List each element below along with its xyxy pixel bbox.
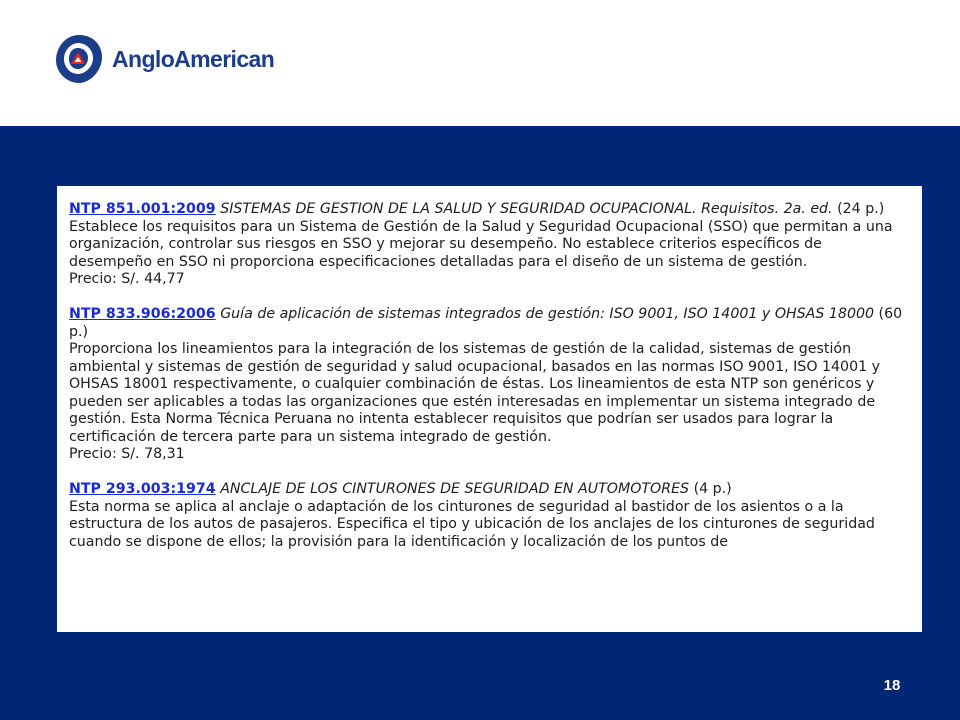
standards-listing-screenshot <box>57 186 922 632</box>
slide-header <box>0 0 960 126</box>
standard-title: ANCLAJE DE LOS CINTURONES DE SEGURIDAD EN AUTOMOTORES <box>220 481 690 497</box>
standard-entry <box>69 201 908 289</box>
anglo-american-emblem-icon <box>54 33 104 85</box>
standard-price: Precio: S/. 44,77 <box>69 271 185 287</box>
standard-entry <box>69 306 908 464</box>
standard-price: Precio: S/. 78,31 <box>69 446 185 462</box>
standard-description: Proporciona los lineamientos para la integración de los sistemas de gestión de la calidad, sistemas de gestión ambiental y sistemas de gestión de seguridad y salud ocupacional, basados en las normas ISO 9001, ISO 14001 y OHSAS 18001 respectivamente, o cualquier combinación de éstas. Los lineamientos de esta NTP son genéricos y pueden ser aplicables a todas las organizaciones que estén interesadas en implementar un sistema integrado de gestión. Esta Norma Técnica Peruana no intenta establecer requisitos que podrían ser usados para lograr la certificación de tercera parte para un sistema integrado de gestión. <box>69 341 881 445</box>
standard-description: Esta norma se aplica al anclaje o adaptación de los cinturones de seguridad al bastidor de los asientos o a la estructura de los autos de pasajeros. Especifica el tipo y ubicación de los anclajes de los cinturones de seguridad cuando se dispone de ellos; la provisión para la identificación y localización de los puntos de <box>69 498 875 550</box>
standard-description: Establece los requisitos para un Sistema de Gestión de la Salud y Seguridad Ocupacional (SSO) que permitan a una organización, controlar sus riesgos en SSO y mejorar su desempeño. No establece criterios específicos de desempeño en SSO ni proporciona especificaciones detalladas para el diseño de un sistema de gestión. <box>69 218 893 270</box>
standard-pages: (60 p.) <box>69 306 903 340</box>
standard-entry <box>69 481 908 551</box>
standard-pages: (24 p.) <box>837 201 885 217</box>
standard-title: SISTEMAS DE GESTION DE LA SALUD Y SEGURIDAD OCUPACIONAL. Requisitos. 2a. ed. <box>220 201 833 217</box>
brand-name: AngloAmerican <box>112 45 275 72</box>
standard-code-link[interactable]: NTP 293.003:1974 <box>69 481 216 497</box>
standard-title: Guía de aplicación de sistemas integrados de gestión: ISO 9001, ISO 14001 y OHSAS 18000 <box>220 306 875 322</box>
standard-code-link[interactable]: NTP 833.906:2006 <box>69 306 216 322</box>
page-number: 18 <box>883 677 901 694</box>
anglo-american-logo <box>54 32 274 86</box>
standards-list <box>57 186 922 551</box>
standard-pages: (4 p.) <box>693 481 732 497</box>
standard-code-link[interactable]: NTP 851.001:2009 <box>69 201 216 217</box>
